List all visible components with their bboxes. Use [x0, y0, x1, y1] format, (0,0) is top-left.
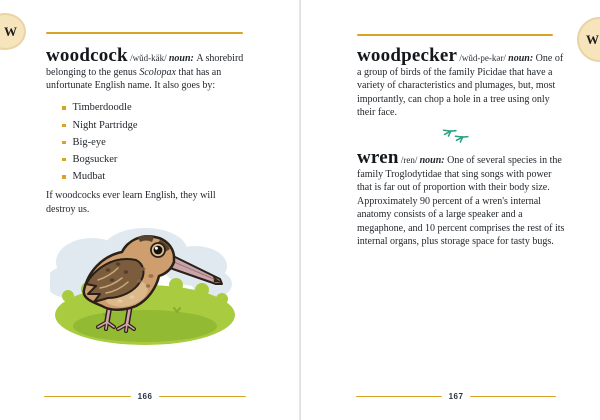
- list-item: Night Partridge: [62, 117, 247, 134]
- woodpecker-definition: woodpecker /wŭd-pe-kər/ noun: One of a group of birds of the family Picidae that have a variety of characteristics and plumages, but, most importantly, can chop a hole in a tree using only their face.: [357, 45, 564, 118]
- list-item: Mudbat: [62, 168, 247, 185]
- woodcock-illustration: [50, 222, 240, 354]
- footer-rule: [159, 396, 246, 398]
- footer-rule: [44, 396, 131, 398]
- woodcock-alias-list: [46, 100, 247, 186]
- entry-woodpecker: [357, 45, 565, 120]
- header-rule-right: [357, 34, 553, 36]
- bullet-icon: [62, 141, 66, 145]
- woodcock-definition: woodcock /wŭd-käk/ noun: A shorebird belonging to the genus Scolopax that has an unfortunate English name. It also goes by:: [46, 45, 244, 91]
- bullet-icon: [62, 175, 66, 179]
- bullet-icon: [62, 158, 66, 162]
- letter-tab-label: W: [4, 23, 17, 39]
- footer-rule: [470, 396, 556, 398]
- list-item: Big-eye: [62, 134, 247, 151]
- page-footer-right: [356, 392, 556, 401]
- bird-footprints-icon: [441, 126, 469, 143]
- letter-tab-right: [577, 17, 600, 62]
- footer-rule: [356, 396, 442, 398]
- letter-tab-left: [0, 13, 26, 50]
- bullet-icon: [62, 124, 66, 128]
- page-footer-left: [44, 392, 246, 401]
- entry-woodcock: [46, 45, 247, 216]
- page-number-right: 167: [448, 392, 464, 401]
- bullet-icon: [62, 106, 66, 110]
- letter-tab-label: W: [586, 31, 599, 47]
- list-item: Bogsucker: [62, 151, 247, 168]
- woodcock-closing-line: If woodcocks ever learn English, they will destroy us.: [46, 190, 216, 215]
- wren-definition: wren /ren/ noun: One of several species in the family Troglodytidae that sing songs with power that is far out of proportion with their body size. Approximately 90 percent of a wren's internal anatomy consists of a large speaker and a megaphone, and 10 percent comprises the rest of its internal organs, plus storage space for tasty bugs.: [357, 147, 565, 247]
- header-rule-left: [46, 32, 243, 34]
- list-item: Timberdoodle: [62, 100, 247, 117]
- page-number-left: 166: [137, 392, 153, 401]
- page-gutter: [299, 0, 301, 420]
- entry-wren: [357, 147, 567, 249]
